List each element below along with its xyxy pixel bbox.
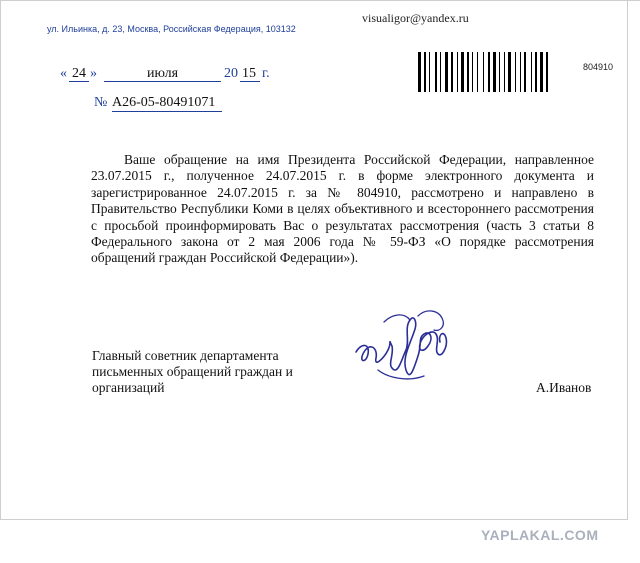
date-month: июля <box>147 66 179 81</box>
barcode-bar <box>501 52 503 92</box>
date-year-underline <box>240 81 260 82</box>
page-border-left <box>0 0 1 520</box>
barcode-bar <box>497 52 498 92</box>
barcode-bar <box>465 52 466 92</box>
site-watermark: YAPLAKAL.COM <box>481 527 599 543</box>
barcode-bar <box>445 52 448 92</box>
barcode-bar <box>485 52 487 92</box>
barcode-bar <box>474 52 476 92</box>
barcode-bar <box>422 52 423 92</box>
page-border-top <box>0 0 640 1</box>
date-year-prefix: 20 <box>224 66 238 81</box>
registration-number-underline <box>112 111 222 112</box>
barcode-bar <box>517 52 519 92</box>
barcode-bar <box>499 52 500 92</box>
signatory-name: А.Иванов <box>536 380 592 395</box>
barcode-bar <box>522 52 523 92</box>
barcode-bar <box>535 52 537 92</box>
barcode-bar <box>504 52 505 92</box>
barcode-bar <box>544 52 545 92</box>
barcode-bar <box>538 52 539 92</box>
barcode-bar <box>493 52 496 92</box>
barcode-bar <box>531 52 532 92</box>
date-day-underline <box>69 81 89 82</box>
registration-number-sign: № <box>94 95 108 110</box>
barcode-bar <box>520 52 521 92</box>
recipient-email: visualigor@yandex.ru <box>362 11 469 25</box>
barcode-bar <box>506 52 507 92</box>
barcode-bar <box>424 52 426 92</box>
barcode-bar <box>470 52 471 92</box>
date-close-quote: » <box>90 66 97 81</box>
barcode-bar <box>427 52 428 92</box>
barcode-bar <box>488 52 490 92</box>
barcode-bar <box>418 52 421 92</box>
barcode-bar <box>431 52 434 92</box>
sender-address: ул. Ильинка, д. 23, Москва, Российская Федерация, 103132 <box>47 24 296 34</box>
barcode-bar <box>508 52 511 92</box>
barcode-bar <box>549 52 550 92</box>
barcode-bar <box>546 52 548 92</box>
barcode-bar <box>479 52 482 92</box>
barcode-bar <box>440 52 441 92</box>
barcode <box>418 52 574 92</box>
handwritten-signature <box>348 298 468 390</box>
barcode-bar <box>454 52 456 92</box>
barcode-bar <box>512 52 514 92</box>
page-border-bottom <box>0 519 628 520</box>
barcode-bar <box>515 52 516 92</box>
date-year-suffix: 15 <box>242 66 256 81</box>
registration-number: А26-05-80491071 <box>112 95 216 110</box>
barcode-bar <box>435 52 437 92</box>
barcode-bar <box>461 52 464 92</box>
barcode-bar <box>483 52 484 92</box>
date-year-mark: г. <box>262 66 270 81</box>
barcode-bar <box>472 52 473 92</box>
barcode-bar <box>491 52 492 92</box>
barcode-bar <box>524 52 526 92</box>
barcode-bar <box>457 52 458 92</box>
barcode-bar <box>442 52 444 92</box>
barcode-bar <box>451 52 453 92</box>
barcode-bar <box>477 52 478 92</box>
barcode-bar <box>429 52 430 92</box>
date-month-underline <box>104 81 221 82</box>
barcode-bar <box>533 52 534 92</box>
barcode-bar <box>438 52 439 92</box>
page-border-right <box>627 0 628 520</box>
barcode-number: 804910 <box>583 62 614 72</box>
signatory-title: Главный советник департамента письменных обращений граждан и организаций <box>92 348 293 395</box>
barcode-bar <box>459 52 460 92</box>
barcode-bar <box>540 52 543 92</box>
barcode-bar <box>467 52 469 92</box>
letter-body: Ваше обращение на имя Президента Российской Федерации, направленное 23.07.2015 г., полученное 24.07.2015 г. в форме электронного документа и зарегистрированное 24.07.2015 г. за № 804910, рассмотрено и направлено в Правительство Республики Коми в целях объективного и всестороннего рассмотрения с просьбой проинформировать Вас о результатах рассмотрения (часть 3 статьи 8 Федерального закона от 2 мая 2006 года № 59-ФЗ «О порядке рассмотрения обращений граждан Российской Федерации»). <box>91 152 594 266</box>
date-day: 24 <box>72 66 86 81</box>
barcode-bar <box>527 52 530 92</box>
barcode-bar <box>449 52 450 92</box>
date-open-quote: « <box>60 66 67 81</box>
